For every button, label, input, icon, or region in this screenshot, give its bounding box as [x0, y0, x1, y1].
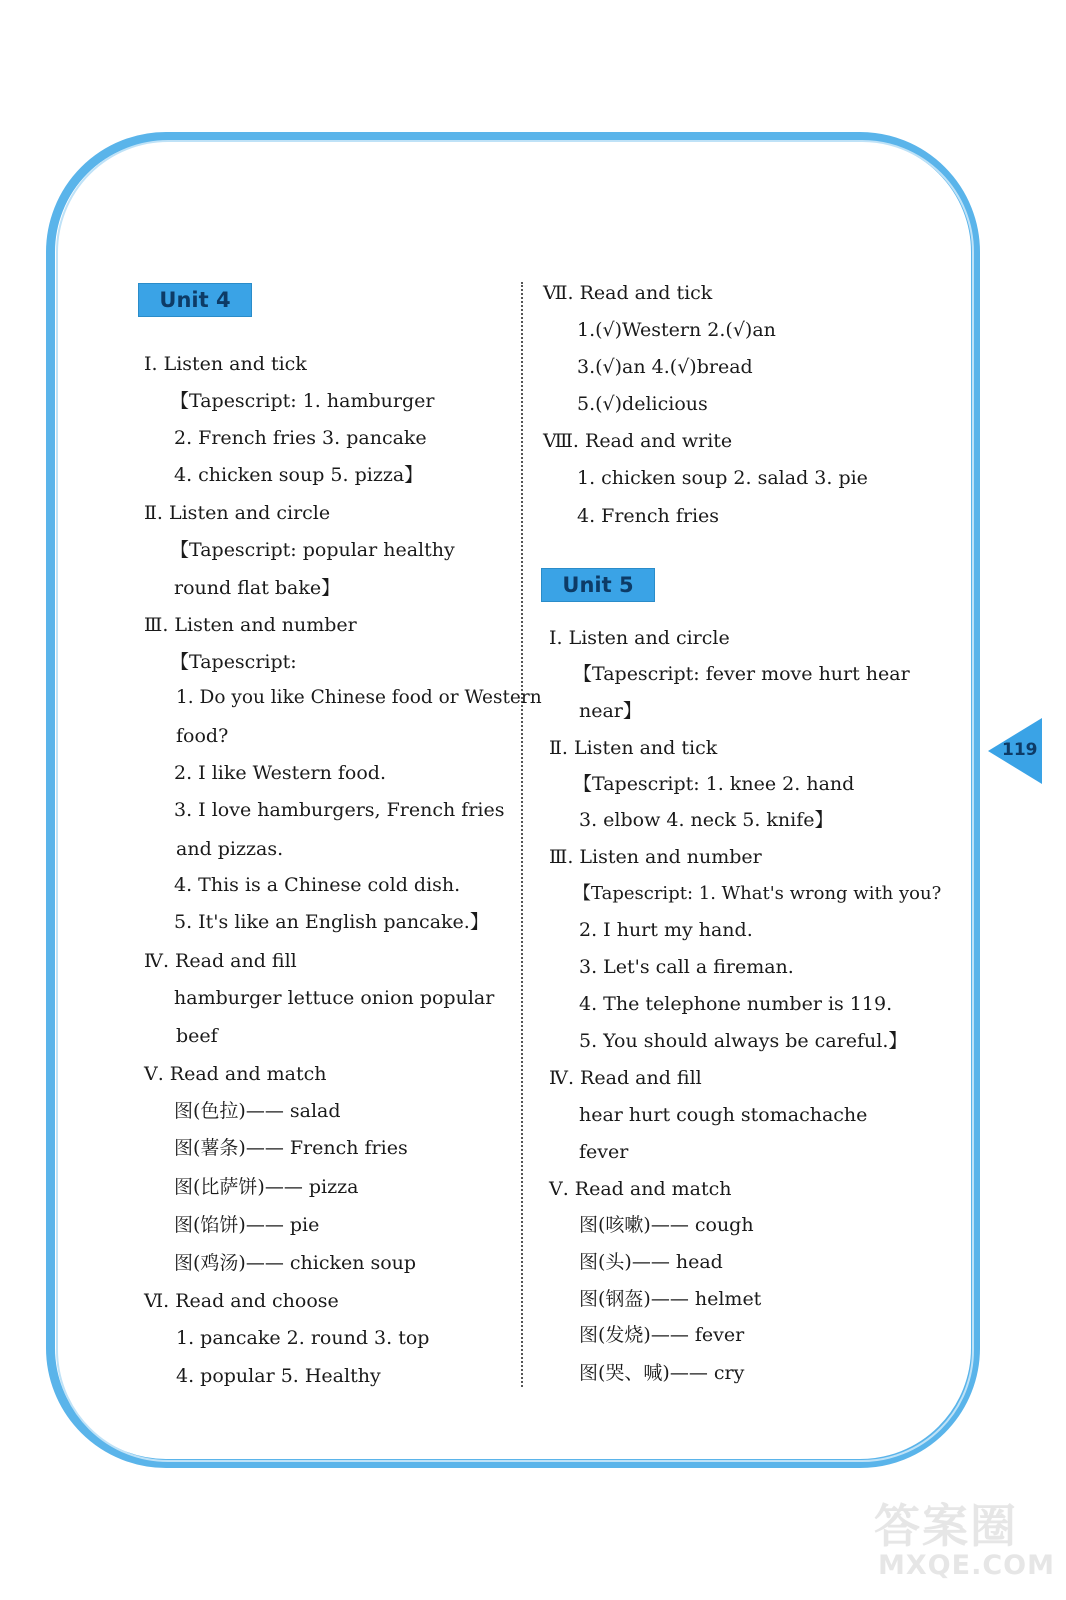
u4-s7-line: 1.(√)Western 2.(√)an [577, 319, 776, 341]
u4-s3-line: 3. I love hamburgers, French fries [174, 799, 505, 821]
unit5-title: Unit 5 [541, 568, 655, 602]
u5-s3-line: 5. You should always be careful.】 [579, 1030, 908, 1052]
u5-s2-heading: Ⅱ. Listen and tick [549, 737, 718, 759]
page-number: 119 [1002, 740, 1038, 760]
u5-s1-heading: Ⅰ. Listen and circle [549, 627, 730, 649]
u4-s5-line: 图(馅饼)—— pie [174, 1214, 320, 1236]
u4-s3-line: 4. This is a Chinese cold dish. [174, 874, 461, 896]
u5-s4-line: hear hurt cough stomachache [579, 1104, 868, 1126]
u5-s2-line: 【Tapescript: 1. knee 2. hand [573, 773, 855, 795]
u4-s7-heading: Ⅶ. Read and tick [543, 282, 713, 304]
u4-s5-line: 图(色拉)—— salad [174, 1100, 341, 1122]
unit4-title: Unit 4 [138, 283, 252, 317]
u5-s5-line: 图(发烧)—— fever [579, 1324, 745, 1346]
u4-s3-line: and pizzas. [176, 838, 284, 860]
u5-s3-heading: Ⅲ. Listen and number [549, 846, 762, 868]
u4-s3-line: food? [176, 725, 229, 747]
u4-s6-line: 4. popular 5. Healthy [176, 1365, 381, 1387]
u4-s1-line: 【Tapescript: 1. hamburger [170, 390, 435, 412]
u5-s2-line: 3. elbow 4. neck 5. knife】 [579, 809, 834, 831]
u4-s3-line: 5. It's like an English pancake.】 [174, 911, 489, 933]
u5-s5-heading: Ⅴ. Read and match [549, 1178, 732, 1200]
u4-s4-line: beef [176, 1025, 218, 1047]
u4-s5-line: 图(鸡汤)—— chicken soup [174, 1252, 417, 1274]
u5-s1-line: 【Tapescript: fever move hurt hear [573, 663, 910, 685]
u5-s3-line: 2. I hurt my hand. [579, 919, 753, 941]
u4-s7-line: 3.(√)an 4.(√)bread [577, 356, 753, 378]
u4-s3-heading: Ⅲ. Listen and number [144, 614, 357, 636]
column-divider [521, 282, 523, 1387]
u5-s3-line: 3. Let's call a fireman. [579, 956, 794, 978]
u4-s1-heading: Ⅰ. Listen and tick [144, 353, 307, 375]
u5-s5-line: 图(哭、喊)—— cry [579, 1362, 745, 1384]
u4-s4-heading: Ⅳ. Read and fill [144, 950, 297, 972]
u5-s5-line: 图(咳嗽)—— cough [579, 1214, 754, 1236]
u4-s5-line: 图(比萨饼)—— pizza [174, 1176, 359, 1198]
u4-s7-line: 5.(√)delicious [577, 393, 708, 415]
watermark-logo-text: 答案圈 [874, 1499, 1018, 1553]
u4-s5-heading: Ⅴ. Read and match [144, 1063, 327, 1085]
u4-s6-line: 1. pancake 2. round 3. top [176, 1327, 430, 1349]
u4-s6-heading: Ⅵ. Read and choose [144, 1290, 339, 1312]
u4-s3-line: 1. Do you like Chinese food or Western [176, 687, 542, 708]
u4-s5-line: 图(薯条)—— French fries [174, 1137, 408, 1159]
watermark [868, 1490, 1055, 1590]
u4-s1-line: 2. French fries 3. pancake [174, 427, 427, 449]
u4-s8-line: 1. chicken soup 2. salad 3. pie [577, 467, 868, 489]
watermark-url: MXQE.COM [878, 1550, 1055, 1581]
u4-s8-heading: Ⅷ. Read and write [543, 430, 733, 452]
u5-s4-heading: Ⅳ. Read and fill [549, 1067, 702, 1089]
u4-s1-line: 4. chicken soup 5. pizza】 [174, 464, 424, 486]
u5-s3-line: 4. The telephone number is 119. [579, 993, 893, 1015]
u5-s5-line: 图(头)—— head [579, 1251, 723, 1273]
u4-s3-line: 2. I like Western food. [174, 762, 386, 784]
u5-s3-line: 【Tapescript: 1. What's wrong with you? [573, 883, 942, 904]
u4-s2-line: 【Tapescript: popular healthy [170, 539, 455, 561]
u4-s8-line: 4. French fries [577, 505, 720, 527]
u4-s4-line: hamburger lettuce onion popular [174, 987, 495, 1009]
u4-s2-line: round flat bake】 [174, 577, 341, 599]
u4-s2-heading: Ⅱ. Listen and circle [144, 502, 331, 524]
u5-s5-line: 图(钢盔)—— helmet [579, 1288, 762, 1310]
u5-s1-line: near】 [579, 700, 642, 722]
u4-s3-line: 【Tapescript: [170, 651, 297, 673]
u5-s4-line: fever [579, 1141, 629, 1163]
